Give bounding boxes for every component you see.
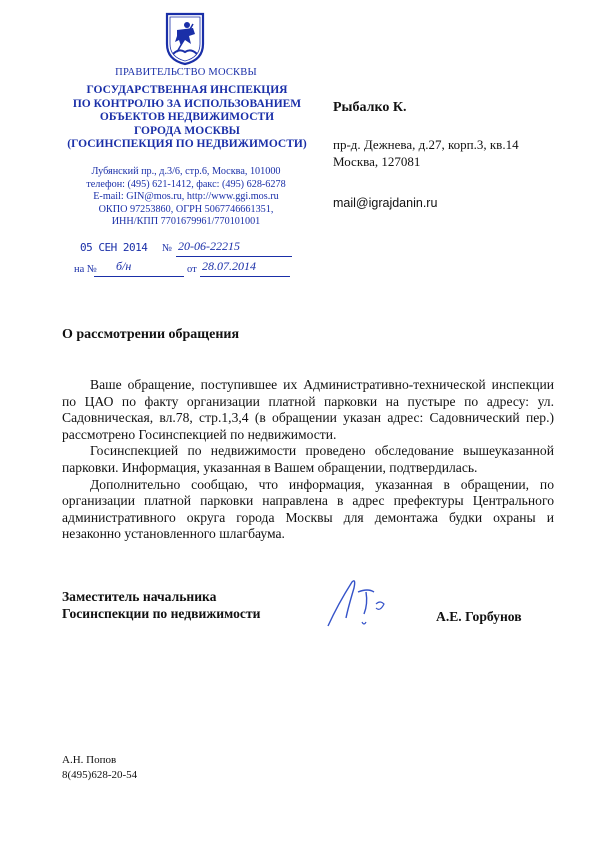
body-paragraph: Госинспекцией по недвижимости проведено обследование вышеуказанной парковки. Информация, указанная в Вашем обращении, подтвердилась. — [62, 443, 554, 475]
reference-number-label: на № — [74, 264, 97, 275]
registration-number-label: № — [162, 243, 173, 254]
recipient-address — [333, 136, 519, 170]
signatory-name: А.Е. Горбунов — [436, 609, 522, 624]
signatory-title — [62, 588, 260, 622]
inspection-line: ГОРОДА МОСКВЫ — [134, 124, 240, 137]
recipient-address-line: Москва, 127081 — [333, 154, 421, 169]
address-line: E-mail: GIN@mos.ru, http://www.ggi.mos.ru — [93, 191, 279, 203]
inspection-name — [62, 84, 312, 152]
inspection-line: ГОСУДАРСТВЕННАЯ ИНСПЕКЦИЯ — [86, 84, 288, 96]
address-line: ОКПО 97253860, ОГРН 5067746661351, — [98, 203, 274, 215]
address-line: телефон: (495) 621-1412, факс: (495) 628-6278 — [86, 178, 286, 190]
inspection-line: (ГОСИНСПЕКЦИЯ ПО НЕДВИЖИМОСТИ) — [67, 138, 307, 150]
registration-line — [80, 239, 290, 258]
government-name: ПРАВИТЕЛЬСТВО МОСКВЫ — [115, 67, 257, 78]
signatory-title-line: Заместитель начальника — [62, 589, 217, 604]
reference-line — [74, 259, 290, 279]
reference-date: 28.07.2014 — [202, 259, 256, 273]
signatory-title-line: Госинспекции по недвижимости — [62, 606, 261, 621]
inspection-line: ПО КОНТРОЛЮ ЗА ИСПОЛЬЗОВАНИЕМ — [72, 97, 302, 110]
address-line: ИНН/КПП 7701679961/770101001 — [111, 216, 261, 228]
executor-phone: 8(495)628-20-54 — [62, 768, 138, 781]
registration-number: 20-06-22215 — [178, 239, 240, 253]
inspection-line: ОБЪЕКТОВ НЕДВИЖИМОСТИ — [99, 111, 275, 123]
registration-underline — [176, 256, 292, 257]
reference-date-underline — [200, 276, 290, 277]
recipient-name: Рыбалко К. — [333, 100, 407, 115]
recipient-address-line: пр-д. Дежнева, д.27, корп.3, кв.14 — [333, 137, 519, 152]
address-line: Лубянский пр., д.3/6, стр.6, Москва, 101000 — [91, 166, 281, 177]
body-paragraph: Ваше обращение, поступившее их Административно-технической инспекции по ЦАО по факту организации платной парковки на пустыре по адресу: ул. Садовническая, вл.78, стр.1,3,4 (в обращении указан адрес: Садовнический пер.) рассмотрено Госинспекцией по недвижимости. — [62, 377, 554, 442]
recipient-email: mail@igrajdanin.ru — [333, 196, 438, 210]
reference-number: б/н — [116, 259, 132, 273]
inspection-address — [60, 166, 312, 229]
letter-body — [62, 377, 554, 543]
reference-date-label: от — [187, 264, 197, 275]
executor-name: А.Н. Попов — [62, 754, 117, 766]
registration-date-stamp: 05 СЕН 2014 — [80, 241, 148, 254]
body-paragraph: Дополнительно сообщаю, что информация, указанная в обращении, по организации платной парковки направлена в адрес префектуры Центрального административного округа города Москвы для демонтажа будки охраны и незаконно установленного шлагбаума. — [62, 476, 554, 542]
letter-subject: О рассмотрении обращения — [62, 327, 240, 342]
executor-info — [62, 753, 137, 782]
reference-number-underline — [94, 276, 184, 277]
moscow-coat-of-arms-icon — [163, 10, 207, 66]
handwritten-signature-icon — [318, 574, 408, 634]
